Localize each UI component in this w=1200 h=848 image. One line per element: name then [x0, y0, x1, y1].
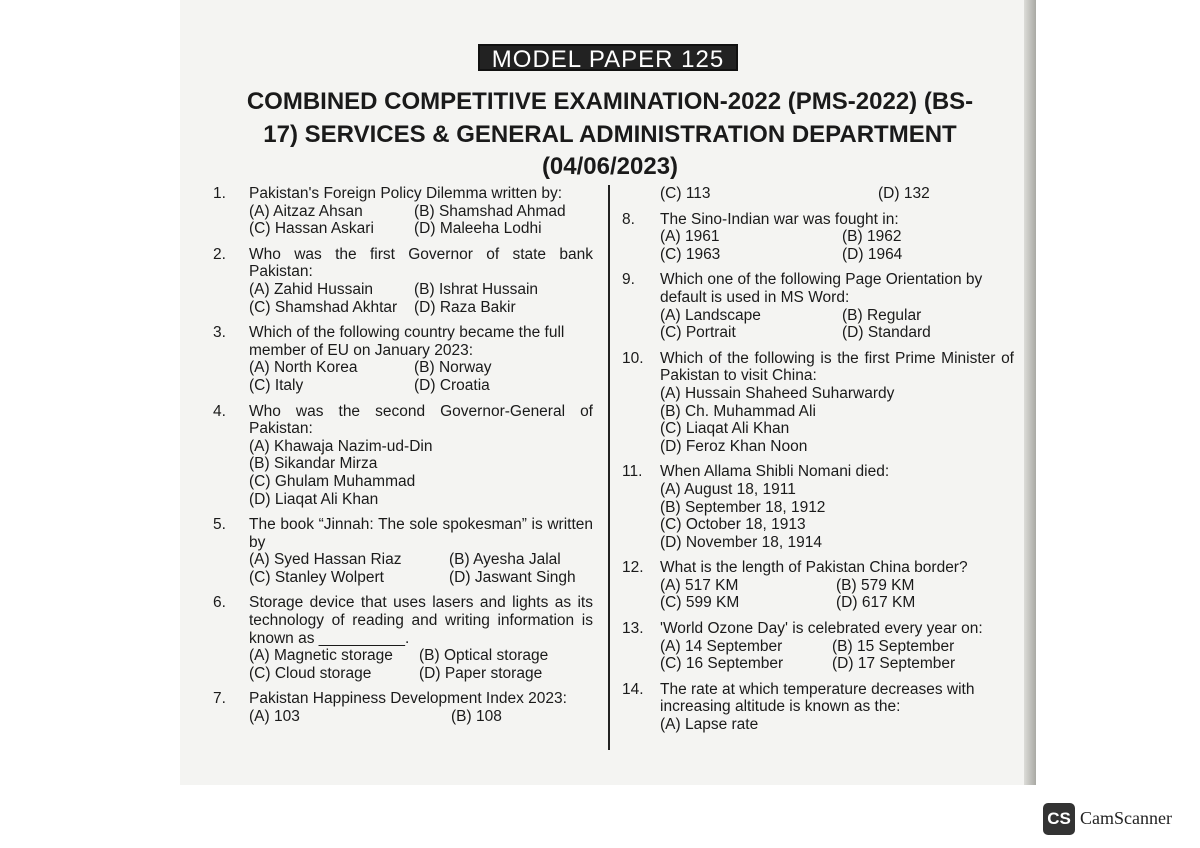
option-b: (B) Ishrat Hussain — [414, 280, 539, 298]
option-b: (B) Ayesha Jalal — [449, 551, 561, 569]
question-8 — [622, 211, 1014, 264]
question-text: Who was the first Governor of state bank Pakistan: — [249, 245, 593, 281]
column-divider — [608, 185, 610, 750]
option-d: (D) Jaswant Singh — [449, 568, 576, 586]
question-number: 6. — [213, 594, 226, 612]
question-number: 1. — [213, 185, 226, 202]
option-c: (C) Shamshad Akhtar — [249, 298, 398, 316]
option-b: (B) 579 KM — [836, 576, 915, 594]
left-column — [213, 185, 593, 734]
option-b: (B) Ch. Muhammad Ali — [660, 402, 816, 420]
right-column — [622, 185, 1014, 742]
question-10 — [622, 350, 1014, 456]
option-c: (C) Cloud storage — [249, 664, 372, 682]
question-2 — [213, 246, 593, 316]
question-number: 12. — [622, 559, 644, 577]
option-a: (A) Landscape — [660, 306, 761, 324]
option-c: (C) 16 September — [660, 655, 784, 673]
question-number: 10. — [622, 349, 644, 367]
option-c: (C) 599 KM — [660, 594, 740, 612]
question-number: 11. — [622, 463, 643, 481]
question-text: Pakistan Happiness Development Index 2023: — [249, 690, 567, 708]
option-b: (B) September 18, 1912 — [660, 498, 826, 516]
option-b: (B) 1962 — [842, 228, 902, 246]
option-a: (A) Hussain Shaheed Suharwardy — [660, 384, 895, 402]
model-paper-badge: MODEL PAPER 125 — [478, 44, 738, 71]
exam-title-line-2: 17) SERVICES & GENERAL ADMINISTRATION DEPARTMENT — [263, 121, 957, 148]
question-text: The book “Jinnah: The sole spokesman” is written by — [249, 516, 593, 551]
question-text: Which of the following is the first Prime Minister of Pakistan to visit China: — [660, 349, 1014, 385]
question-number: 2. — [213, 245, 226, 263]
option-b: (B) 15 September — [832, 637, 955, 655]
question-number: 9. — [622, 271, 635, 289]
question-text: The Sino-Indian war was fought in: — [660, 210, 899, 228]
question-number: 8. — [622, 210, 635, 228]
question-text: Who was the second Governor-General of Pakistan: — [249, 402, 593, 438]
question-number: 14. — [622, 680, 644, 698]
option-b: (B) Norway — [414, 359, 492, 377]
question-text: When Allama Shibli Nomani died: — [660, 463, 890, 481]
option-d: (D) Raza Bakir — [414, 298, 516, 316]
option-d: (D) Paper storage — [419, 664, 543, 682]
question-text: What is the length of Pakistan China border? — [660, 559, 968, 577]
option-b: (B) Sikandar Mirza — [249, 455, 378, 473]
option-d: (D) Standard — [842, 324, 931, 342]
option-d: (D) Maleeha Lodhi — [414, 220, 542, 238]
exam-title-line-1: COMBINED COMPETITIVE EXAMINATION-2022 (PMS-2022) (BS- — [246, 88, 974, 115]
option-a: (A) 517 KM — [660, 576, 739, 594]
question-7-continued — [622, 185, 1014, 203]
option-c: (C) Stanley Wolpert — [249, 568, 384, 586]
option-d: (D) 617 KM — [836, 594, 916, 612]
question-14 — [622, 681, 1014, 734]
question-text: Which one of the following Page Orientation by default is used in MS Word: — [660, 271, 983, 306]
question-text: The rate at which temperature decreases with increasing altitude is known as the: — [660, 680, 975, 716]
option-a: (A) Lapse rate — [660, 716, 759, 734]
question-number: 4. — [213, 402, 226, 420]
option-a: (A) Zahid Hussain — [249, 280, 374, 298]
option-c: (C) Liaqat Ali Khan — [660, 420, 790, 438]
option-c: (C) Ghulam Muhammad — [249, 472, 416, 490]
option-a: (A) Magnetic storage — [249, 647, 393, 665]
option-a: (A) Syed Hassan Riaz — [249, 551, 402, 569]
option-a: (A) Khawaja Nazim-ud-Din — [249, 437, 433, 455]
question-text: Which of the following country became the full member of EU on January 2023: — [249, 324, 565, 359]
option-b: (B) 108 — [451, 708, 502, 726]
option-c: (C) 1963 — [660, 245, 721, 263]
question-4 — [213, 403, 593, 509]
option-b: (B) Shamshad Ahmad — [414, 202, 566, 220]
question-text: Storage device that uses lasers and lights as its technology of reading and writing information is known as __________. — [249, 594, 593, 647]
option-a: (A) 1961 — [660, 228, 720, 246]
option-c: (C) Portrait — [660, 324, 736, 342]
question-number: 13. — [622, 620, 644, 638]
option-a: (A) August 18, 1911 — [660, 480, 796, 498]
option-a: (A) 103 — [249, 708, 300, 726]
option-a: (A) Aitzaz Ahsan — [249, 202, 363, 220]
option-b: (B) Optical storage — [419, 647, 549, 665]
option-d: (D) Feroz Khan Noon — [660, 437, 808, 455]
option-d: (D) Croatia — [414, 376, 490, 394]
question-11 — [622, 463, 1014, 551]
option-b: (B) Regular — [842, 306, 922, 324]
question-number: 7. — [213, 690, 226, 708]
option-d: (D) 132 — [878, 185, 930, 202]
option-c: (C) Italy — [249, 376, 304, 394]
question-6 — [213, 594, 593, 682]
question-number: 3. — [213, 324, 226, 342]
option-a: (A) 14 September — [660, 637, 783, 655]
option-d: (D) Liaqat Ali Khan — [249, 490, 379, 508]
question-13 — [622, 620, 1014, 673]
exam-date: (04/06/2023) — [541, 153, 679, 180]
option-d: (D) 17 September — [832, 655, 956, 673]
option-c: (C) October 18, 1913 — [660, 516, 806, 534]
option-d: (D) November 18, 1914 — [660, 533, 822, 551]
question-text: 'World Ozone Day' is celebrated every year on: — [660, 620, 983, 638]
question-3 — [213, 324, 593, 394]
question-7 — [213, 690, 593, 725]
camscanner-logo-icon: CS — [1043, 803, 1075, 835]
question-5 — [213, 516, 593, 586]
page-edge-shadow — [1024, 0, 1036, 785]
option-c: (C) 113 — [660, 185, 711, 202]
question-1 — [213, 185, 593, 238]
question-text: Pakistan's Foreign Policy Dilemma written by: — [249, 185, 563, 202]
question-number: 5. — [213, 516, 226, 534]
option-a: (A) North Korea — [249, 359, 358, 377]
option-d: (D) 1964 — [842, 245, 903, 263]
option-c: (C) Hassan Askari — [249, 220, 374, 238]
question-12 — [622, 559, 1014, 612]
question-9 — [622, 271, 1014, 341]
camscanner-watermark: CamScanner — [1080, 808, 1172, 828]
